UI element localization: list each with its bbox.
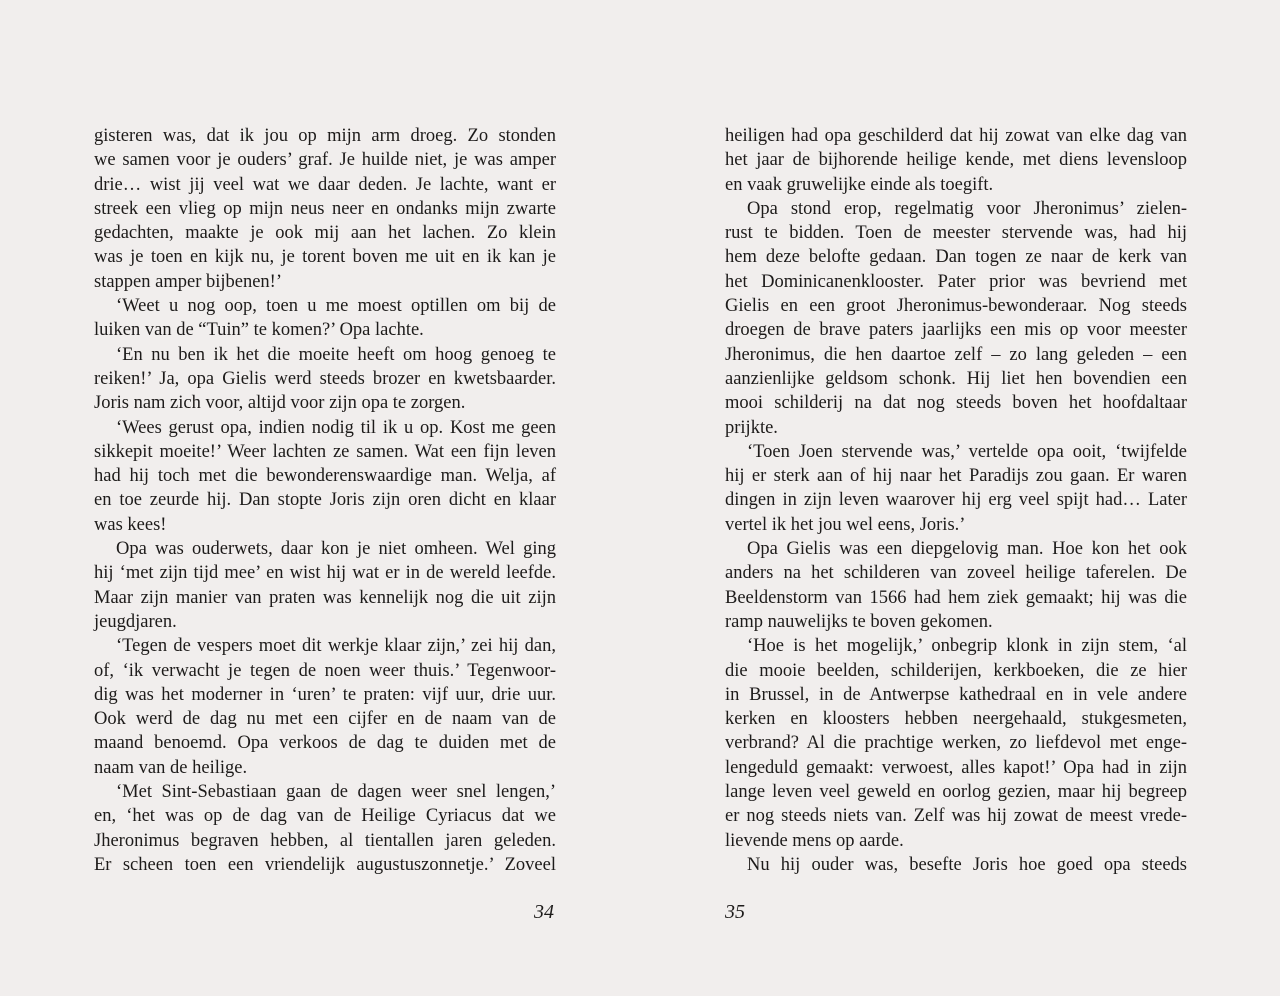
text-line: prijkte. <box>725 417 778 438</box>
text-line: ‘Hoe is het mogelijk,’ onbegrip klonk in zijn stem, ‘al <box>747 636 1187 657</box>
text-line: ‘En nu ben ik het die moeite heeft om hoog genoeg te <box>116 344 556 365</box>
text-line: reiken!’ Ja, opa Gielis werd steeds brozer en kwetsbaarder. <box>94 368 556 389</box>
text-line: naam van de heilige. <box>94 757 248 778</box>
page-number-right: 35 <box>725 901 745 923</box>
text-line: en toe zeurde hij. Dan stopte Joris zijn oren dicht en klaar <box>94 490 556 511</box>
text-line: gisteren was, dat ik jou op mijn arm droeg. Zo stonden <box>94 126 556 146</box>
text-line: en vaak gruwelijke einde als toegift. <box>725 174 994 195</box>
text-line: was je toen en kijk nu, je torent boven me uit en ik kan je <box>94 247 556 268</box>
text-line: Opa stond erop, regelmatig voor Jheronimus’ zielen- <box>747 198 1187 219</box>
text-line: rust te bidden. Toen de meester stervende was, had hij <box>725 223 1187 244</box>
text-line: Er scheen toen een vriendelijk augustuszonnetje.’ Zoveel <box>94 854 556 875</box>
text-line: ‘Tegen de vespers moet dit werkje klaar zijn,’ zei hij dan, <box>116 636 556 657</box>
text-line: was kees! <box>94 514 167 535</box>
text-line: luiken van de “Tuin” te komen?’ Opa lachte. <box>94 320 424 341</box>
text-line: kerken en kloosters hebben neergehaald, stukgesmeten, <box>725 709 1187 730</box>
text-line: Opa Gielis was een diepgelovig man. Hoe kon het ook <box>747 539 1187 560</box>
text-line: gedachten, maakte je ook mij aan het lachen. Zo klein <box>94 223 556 244</box>
text-line: maand benoemd. Opa verkoos de dag te duiden met de <box>94 733 556 754</box>
text-line: verbrand? Al die prachtige werken, zo liefdevol met enge- <box>725 733 1187 754</box>
text-line: drie… wist jij veel wat we daar deden. Je lachte, want er <box>94 174 556 195</box>
text-line: of, ‘ik verwacht je tegen de noen weer thuis.’ Tegenwoor- <box>94 660 556 681</box>
text-line: dig was het moderner in ‘uren’ te praten: vijf uur, drie uur. <box>94 684 556 705</box>
text-line: hij ‘met zijn tijd mee’ en wist hij wat er in de wereld leefde. <box>94 563 556 584</box>
text-line: Jheronimus, die hen daartoe zelf – zo lang geleden – een <box>725 344 1187 365</box>
text-line: Gielis en een groot Jheronimus-bewonderaar. Nog steeds <box>725 296 1187 317</box>
text-line: hij er sterk aan of hij naar het Paradijs zou gaan. Er waren <box>725 466 1187 487</box>
text-line: ‘Wees gerust opa, indien nodig til ik u op. Kost me geen <box>116 417 556 438</box>
text-line: het Dominicanenklooster. Pater prior was bevriend met <box>725 271 1187 292</box>
text-line: vertel ik het jou wel eens, Joris.’ <box>725 514 966 535</box>
text-line: Jheronimus begraven hebben, al tientallen jaren geleden. <box>94 830 556 851</box>
text-line: het jaar de bijhorende heilige kende, met diens levensloop <box>725 150 1187 171</box>
left-page-text <box>94 124 556 877</box>
text-line: Joris nam zich voor, altijd voor zijn opa te zorgen. <box>94 393 466 414</box>
text-line: stappen amper bijbenen!’ <box>94 271 283 292</box>
text-line: Beeldenstorm van 1566 had hem ziek gemaakt; hij was die <box>725 587 1187 608</box>
text-line: aanzienlijke geldsom schonk. Hij liet hen bovendien een <box>725 368 1187 389</box>
text-line: hem deze belofte gedaan. Dan togen ze naar de kerk van <box>725 247 1187 268</box>
text-line: er nog steeds niets van. Zelf was hij zowat de meest vrede- <box>725 806 1187 827</box>
text-line: Opa was ouderwets, daar kon je niet omheen. Wel ging <box>116 539 556 560</box>
text-line: jeugdjaren. <box>94 611 177 632</box>
text-line: in Brussel, in de Antwerpse kathedraal en in vele andere <box>725 684 1187 705</box>
text-line: Ook werd de dag nu met een cijfer en de naam van de <box>94 709 556 730</box>
text-line: dingen in zijn leven waarover hij erg veel spijt had… Later <box>725 490 1187 511</box>
text-line: droegen de brave paters jaarlijks een mis op voor meester <box>725 320 1187 341</box>
right-page-text <box>725 124 1187 877</box>
text-line: ramp nauwelijks te boven gekomen. <box>725 611 993 632</box>
text-line: heiligen had opa geschilderd dat hij zowat van elke dag van <box>725 126 1187 146</box>
text-line: ‘Toen Joen stervende was,’ vertelde opa ooit, ‘twijfelde <box>747 441 1187 462</box>
page-number-left: 34 <box>534 901 554 923</box>
text-line: streek een vlieg op mijn neus neer en ondanks mijn zwarte <box>94 198 556 219</box>
text-line: we samen voor je ouders’ graf. Je huilde niet, je was amper <box>94 150 556 171</box>
text-line: mooi schilderij na dat nog steeds boven het hoofdaltaar <box>725 393 1187 414</box>
text-line: ‘Met Sint-Sebastiaan gaan de dagen weer snel lengen,’ <box>116 782 556 803</box>
text-line: lievende mens op aarde. <box>725 830 904 851</box>
text-line: lange leven veel geweld en oorlog gezien, maar hij begreep <box>725 782 1187 803</box>
text-line: ‘Weet u nog oop, toen u me moest optillen om bij de <box>116 296 556 317</box>
text-line: lengeduld gemaakt: verwoest, alles kapot!’ Opa had in zijn <box>725 757 1187 778</box>
text-line: sikkepit moeite!’ Weer lachten ze samen. Wat een fijn leven <box>94 441 556 462</box>
text-line: Nu hij ouder was, besefte Joris hoe goed opa steeds <box>747 854 1187 875</box>
text-line: anders na het schilderen van zoveel heilige taferelen. De <box>725 563 1187 584</box>
text-line: die mooie beelden, schilderijen, kerkboeken, die ze hier <box>725 660 1187 681</box>
text-line: Maar zijn manier van praten was kennelijk nog die uit zijn <box>94 587 556 608</box>
text-line: had hij toch met die bewonderenswaardige man. Welja, af <box>94 466 556 487</box>
text-line: en, ‘het was op de dag van de Heilige Cyriacus dat we <box>94 806 556 827</box>
